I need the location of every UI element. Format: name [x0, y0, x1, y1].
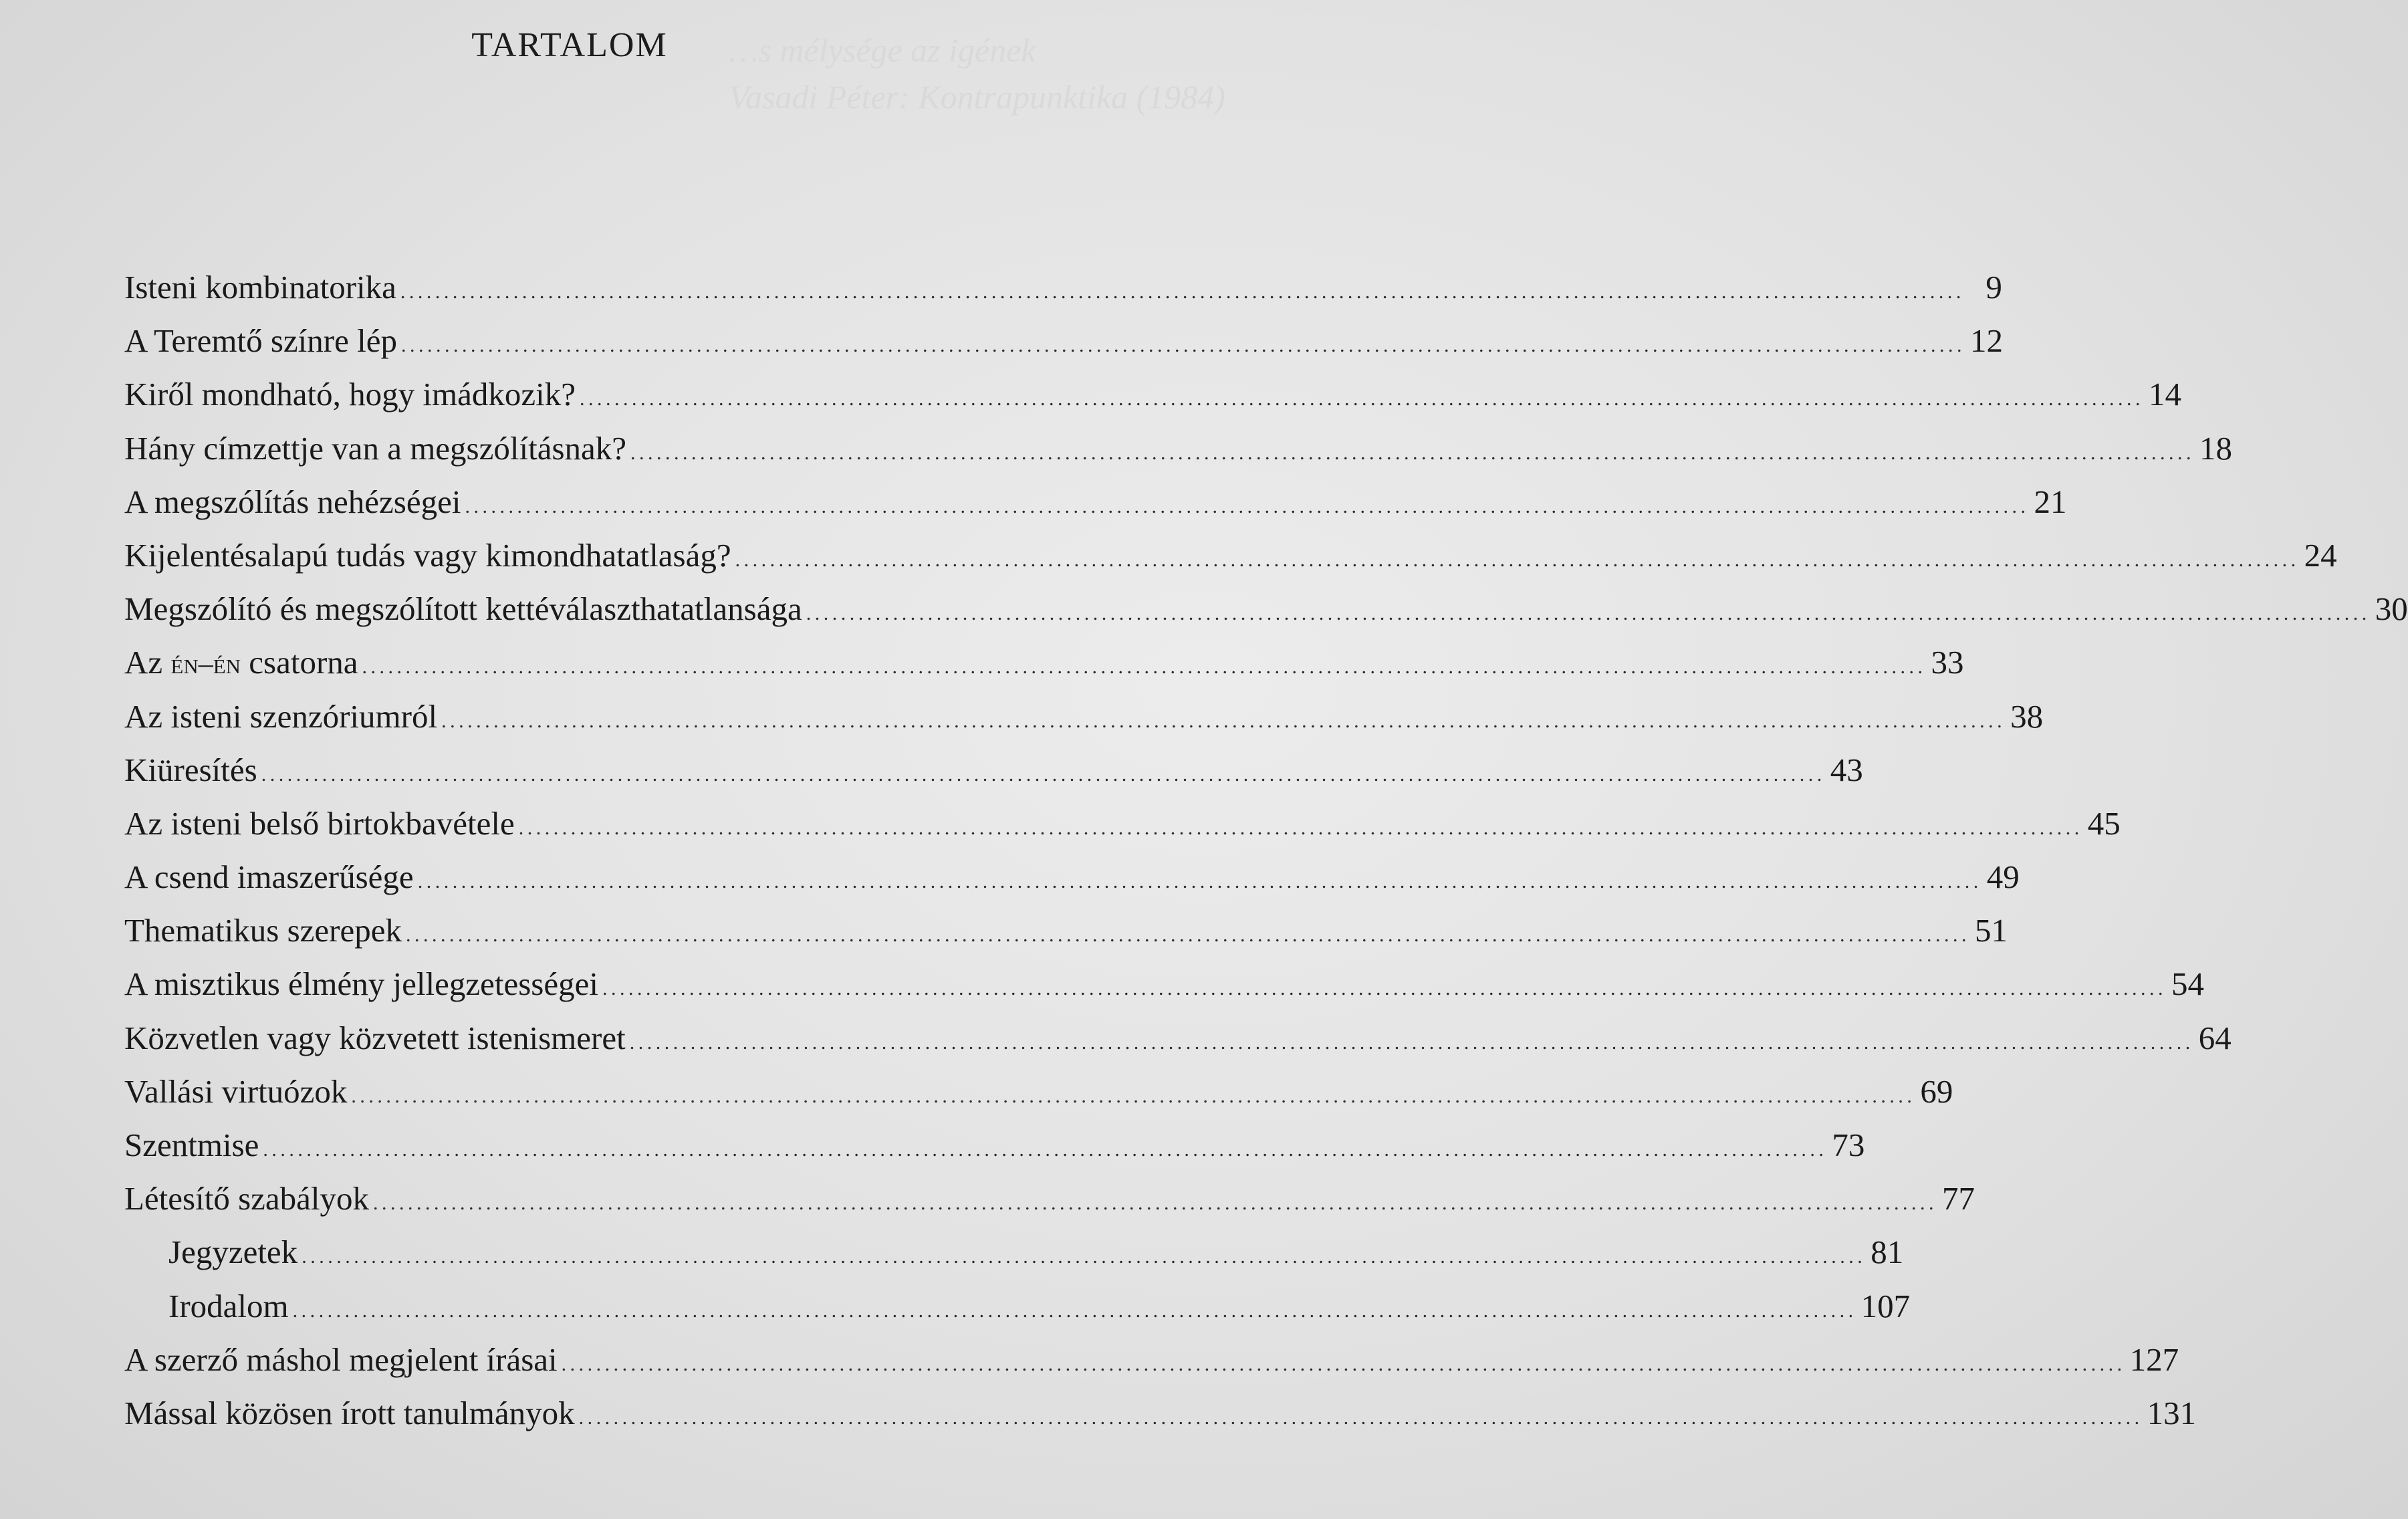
dot-leader [293, 1284, 1857, 1338]
toc-entry-page: 81 [1871, 1234, 1904, 1271]
toc-entry-label: Kiről mondható, hogy imádkozik? [124, 376, 576, 413]
dot-leader [400, 265, 1965, 319]
toc-entry-label: Hány címzettje van a megszólításnak? [124, 429, 627, 467]
toc-entry [124, 957, 2204, 1011]
toc-entry [124, 422, 2233, 475]
toc-entry-label [124, 636, 358, 691]
toc-entry-page: 18 [2199, 429, 2233, 467]
dot-leader [441, 695, 2006, 748]
dot-leader [401, 319, 1965, 372]
toc-entry [124, 1065, 1953, 1119]
bleed-through-text: …s mélysége az igének Vasadi Péter: Kontrapunktika (1984) [729, 31, 1225, 116]
toc-entry-page: 14 [2149, 376, 2181, 413]
toc-entry [124, 368, 2181, 421]
toc-entry-label: A megszólítás nehézségei [124, 483, 461, 520]
toc-entry-label: Közvetlen vagy közvetett istenismeret [124, 1019, 626, 1056]
dot-leader [519, 802, 2083, 855]
dot-leader [373, 1177, 1937, 1230]
toc-entry-label: Mással közösen írott tanulmányok [124, 1394, 575, 1431]
toc-entry [124, 850, 2020, 904]
toc-entry-page: 12 [1969, 322, 2003, 360]
table-of-contents [124, 261, 2408, 1440]
toc-entry [124, 261, 2002, 314]
dot-leader [630, 427, 2195, 480]
toc-entry [124, 1172, 1975, 1225]
dot-leader [630, 1016, 2194, 1070]
toc-entry-page: 69 [1920, 1072, 1953, 1110]
toc-entry-page: 24 [2304, 536, 2337, 574]
toc-entry [124, 743, 1863, 797]
toc-entry-label: Irodalom [168, 1287, 289, 1324]
toc-entry-page: 43 [1830, 751, 1863, 788]
dot-leader [579, 1391, 2143, 1445]
toc-entry-page: 49 [1986, 858, 2020, 896]
dot-leader [406, 909, 1970, 962]
dot-leader [418, 855, 1982, 909]
toc-entry-label: Az isteni belső birtokbavétele [124, 804, 515, 842]
toc-entry-page: 45 [2087, 804, 2121, 842]
toc-entry-label: Jegyzetek [168, 1234, 298, 1271]
dot-leader [465, 480, 2029, 534]
toc-entry-page: 51 [1974, 912, 2008, 949]
dot-leader [580, 372, 2144, 426]
toc-entry-label: A misztikus élmény jellegzetességei [124, 965, 598, 1003]
toc-entry-page: 38 [2010, 697, 2044, 735]
dot-leader [602, 962, 2167, 1016]
toc-entry-label: Kiüresítés [124, 751, 257, 788]
toc-entry-label: Szentmise [124, 1127, 259, 1163]
toc-entry-label: A szerző máshol megjelent írásai [124, 1340, 558, 1378]
dot-leader [806, 587, 2371, 640]
toc-entry [124, 904, 2008, 957]
toc-entry-page: 127 [2129, 1340, 2179, 1378]
toc-subentry [124, 1225, 1904, 1279]
toc-entry [124, 690, 2044, 743]
dot-leader [735, 534, 2300, 587]
toc-entry [124, 1387, 2197, 1440]
dot-leader [351, 1070, 1915, 1123]
dot-leader [562, 1338, 2126, 1391]
dot-leader [263, 1123, 1827, 1177]
toc-entry-label: Vallási virtuózok [124, 1072, 348, 1110]
toc-entry-label: Isteni kombinatorika [124, 269, 396, 306]
toc-entry-label: Az isteni szenzóriumról [124, 697, 438, 735]
dot-leader [302, 1230, 1866, 1284]
toc-entry-label: Létesítő szabályok [124, 1180, 370, 1217]
toc-entry-page: 107 [1860, 1287, 1911, 1324]
toc-entry [124, 1333, 2179, 1387]
toc-entry [124, 797, 2121, 850]
toc-entry-page: 21 [2034, 483, 2067, 520]
toc-entry-page: 73 [1832, 1127, 1865, 1163]
toc-entry [124, 529, 2337, 582]
toc-entry-label: Thematikus szerepek [124, 912, 402, 949]
toc-entry-page: 33 [1931, 644, 1964, 681]
toc-entry [124, 475, 2067, 529]
toc-entry-page: 64 [2198, 1019, 2232, 1056]
label-suffix: csatorna [241, 644, 358, 681]
toc-entry-label: Megszólító és megszólított kettéválaszthatatlansága [124, 590, 802, 628]
toc-entry-label: A Teremtő színre lép [124, 322, 397, 360]
dot-leader [362, 640, 1927, 694]
toc-entry-page: 131 [2147, 1394, 2197, 1431]
toc-entry-page: 77 [1942, 1180, 1975, 1217]
page-title: TARTALOM [471, 26, 668, 64]
label-small-caps: én–én [170, 647, 241, 681]
toc-entry [124, 582, 2408, 636]
toc-entry-page: 30 [2375, 590, 2408, 628]
toc-entry [124, 314, 2003, 368]
toc-entry [124, 1119, 1865, 1172]
toc-entry-label: Kijelentésalapú tudás vagy kimondhatatlaság? [124, 536, 731, 574]
toc-entry [124, 1012, 2232, 1065]
toc-entry [124, 636, 1964, 689]
toc-entry-page: 54 [2171, 965, 2204, 1003]
toc-subentry [124, 1280, 1911, 1333]
toc-entry-label: A csend imaszerűsége [124, 858, 414, 896]
label-prefix: Az [124, 644, 171, 681]
toc-entry-page: 9 [1985, 269, 2002, 306]
dot-leader [261, 748, 1826, 802]
